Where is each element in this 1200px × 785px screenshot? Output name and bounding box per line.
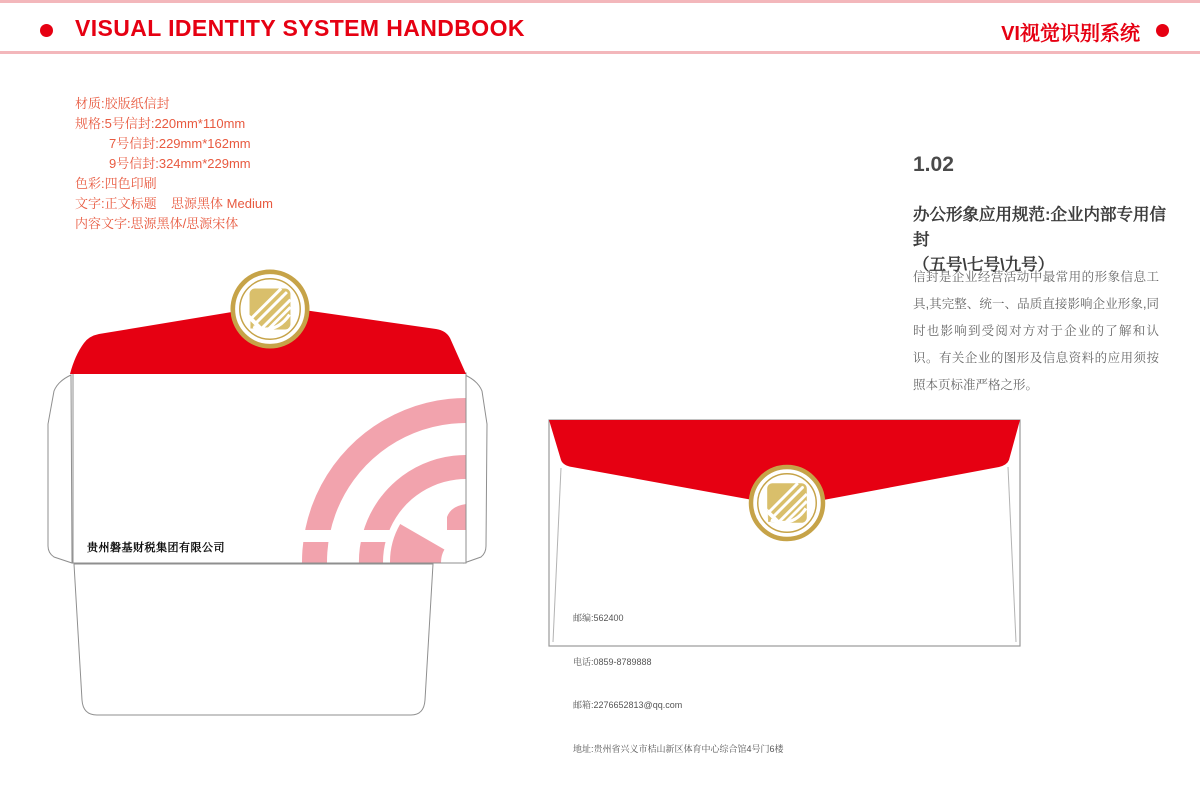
spec-line-color: 色彩:四色印刷	[75, 176, 157, 191]
section-number: 1.02	[913, 153, 954, 176]
dot-icon	[1156, 24, 1169, 37]
spec-line-size-7: 7号信封:229mm*162mm	[109, 136, 251, 151]
contact-email: 邮箱:2276652813@qq.com	[573, 700, 683, 710]
section-body-text: 信封是企业经营活动中最常用的形象信息工具,其完整、统一、品质直接影响企业形象,同时也影响到受阅对方对于企业的了解和认识。有关企业的图形及信息资料的应用须按照本页标准严格之形。	[913, 270, 1159, 392]
contact-postcode: 邮编:562400	[573, 613, 624, 623]
pencil-seal-icon	[751, 467, 823, 539]
envelope-large-left-tab	[48, 375, 72, 563]
company-name: 贵州磐基财税集团有限公司	[87, 542, 225, 554]
envelope-large-right-tab	[464, 375, 487, 563]
section-title-line1: 办公形象应用规范:企业内部专用信封	[913, 206, 1166, 249]
spec-line-font: 文字:正文标题 思源黑体 Medium	[75, 196, 273, 211]
spec-line-material: 材质:胶版纸信封	[75, 96, 170, 111]
contact-address: 地址:贵州省兴义市桔山新区体育中心综合馆4号门6楼	[573, 743, 784, 754]
section-title-line2: （五号\七号\九号）	[913, 256, 1055, 274]
spec-line-body-font: 内容文字:思源黑体/思源宋体	[75, 216, 239, 231]
top-border-line	[0, 0, 1200, 3]
spec-line-size-5: 规格:5号信封:220mm*110mm	[75, 116, 246, 131]
envelope-large	[48, 272, 495, 715]
spec-block	[75, 94, 273, 234]
contact-phone: 电话:0859-8789888	[573, 656, 652, 667]
dot-icon	[40, 24, 53, 37]
header-divider-line	[0, 51, 1200, 54]
spec-line-size-9: 9号信封:324mm*229mm	[109, 156, 251, 171]
handbook-title: VISUAL IDENTITY SYSTEM HANDBOOK	[75, 15, 525, 41]
envelope-large-bottom-flap	[74, 564, 433, 715]
handbook-title-cn: VI视觉识别系统	[1001, 23, 1140, 45]
contact-block	[573, 582, 784, 785]
pencil-seal-icon	[233, 272, 307, 346]
